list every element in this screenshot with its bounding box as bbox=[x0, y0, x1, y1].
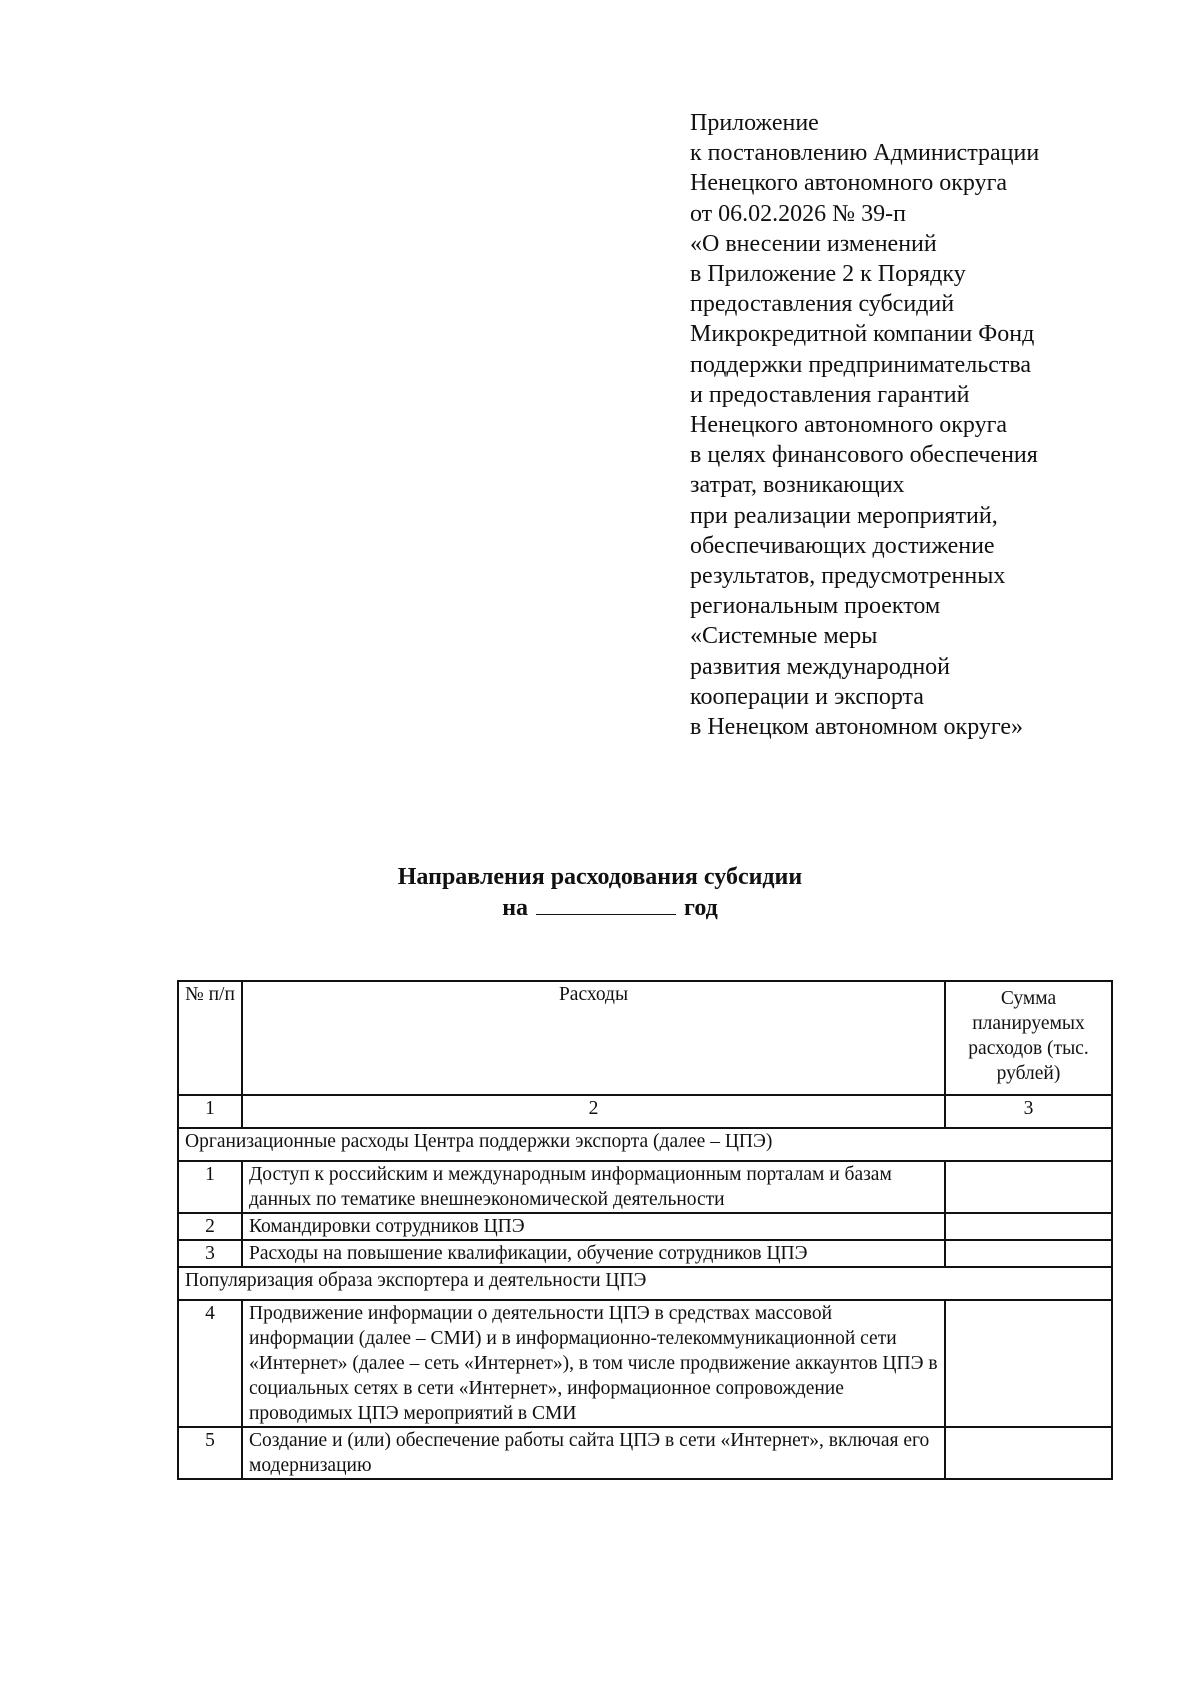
appendix-line: кооперации и экспорта bbox=[690, 683, 924, 710]
appendix-line: предоставления субсидий bbox=[690, 291, 955, 318]
appendix-line: в Ненецком автономном округе» bbox=[690, 714, 1024, 741]
appendix-line: при реализации мероприятий, bbox=[690, 502, 998, 529]
row-num: 5 bbox=[178, 1427, 242, 1479]
row-num: 4 bbox=[178, 1300, 242, 1427]
appendix-line: в Приложение 2 к Порядку bbox=[690, 261, 966, 288]
appendix-line: к постановлению Администрации bbox=[690, 140, 1040, 167]
appendix-line: Ненецкого автономного округа bbox=[690, 170, 1008, 197]
table-row bbox=[178, 1213, 1112, 1240]
document-title bbox=[0, 862, 1200, 923]
row-sum bbox=[945, 1300, 1112, 1427]
row-text: Командировки сотрудников ЦПЭ bbox=[242, 1213, 945, 1240]
table-row bbox=[178, 1300, 1112, 1427]
column-number: 1 bbox=[178, 1095, 242, 1128]
row-num: 3 bbox=[178, 1240, 242, 1267]
row-sum bbox=[945, 1213, 1112, 1240]
row-num: 1 bbox=[178, 1161, 242, 1213]
section-row bbox=[178, 1128, 1112, 1161]
appendix-line: поддержки предпринимательства bbox=[690, 351, 1032, 378]
table-row bbox=[178, 1427, 1112, 1479]
year-line bbox=[502, 892, 718, 923]
row-sum bbox=[945, 1240, 1112, 1267]
header-num: № п/п bbox=[178, 981, 242, 1095]
year-blank-field bbox=[536, 892, 676, 915]
row-sum bbox=[945, 1427, 1112, 1479]
appendix-line: «О внесении изменений bbox=[690, 230, 937, 257]
appendix-header bbox=[690, 108, 1110, 742]
appendix-line: развития международной bbox=[690, 653, 951, 680]
row-text: Создание и (или) обеспечение работы сайта ЦПЭ в сети «Интернет», включая его модернизацию bbox=[242, 1427, 945, 1479]
appendix-line: от 06.02.2026 № 39-п bbox=[690, 200, 906, 227]
appendix-line: Микрокредитной компании Фонд bbox=[690, 321, 1035, 348]
section-title: Организационные расходы Центра поддержки экспорта (далее – ЦПЭ) bbox=[178, 1128, 1112, 1161]
appendix-line: и предоставления гарантий bbox=[690, 381, 970, 408]
column-number: 2 bbox=[242, 1095, 945, 1128]
row-text: Продвижение информации о деятельности ЦПЭ в средствах массовой информации (далее – СМИ) и в информационно-телекоммуникационной сети «Интернет» (далее – сеть «Интернет»), в том числе продвижение аккаунтов ЦПЭ в социальных сетях в сети «Интернет», информационное сопровождение проводимых ЦПЭ мероприятий в СМИ bbox=[242, 1300, 945, 1427]
row-num: 2 bbox=[178, 1213, 242, 1240]
year-suffix: год bbox=[684, 895, 718, 921]
appendix-line: региональным проектом bbox=[690, 593, 941, 620]
row-sum bbox=[945, 1161, 1112, 1213]
appendix-line: обеспечивающих достижение bbox=[690, 532, 995, 559]
row-text: Расходы на повышение квалификации, обучение сотрудников ЦПЭ bbox=[242, 1240, 945, 1267]
title-line: Направления расходования субсидии bbox=[397, 864, 803, 890]
table-row bbox=[178, 1161, 1112, 1213]
table-row bbox=[178, 1240, 1112, 1267]
section-title: Популяризация образа экспортера и деятельности ЦПЭ bbox=[178, 1267, 1112, 1300]
year-prefix: на bbox=[502, 895, 529, 921]
section-row bbox=[178, 1267, 1112, 1300]
column-number-row bbox=[178, 1095, 1112, 1128]
appendix-line: результатов, предусмотренных bbox=[690, 563, 1006, 590]
appendix-line: Ненецкого автономного округа bbox=[690, 412, 1008, 439]
expenses-table bbox=[177, 980, 1113, 1480]
column-number: 3 bbox=[945, 1095, 1112, 1128]
appendix-line: в целях финансового обеспечения bbox=[690, 442, 1038, 469]
header-sum: Сумма планируемых расходов (тыс. рублей) bbox=[945, 981, 1112, 1095]
row-text: Доступ к российским и международным информационным порталам и базам данных по тематике внешнеэкономической деятельности bbox=[242, 1161, 945, 1213]
header-expenses: Расходы bbox=[242, 981, 945, 1095]
appendix-line: Приложение bbox=[690, 110, 819, 136]
appendix-line: «Системные меры bbox=[690, 623, 878, 650]
table-header-row bbox=[178, 981, 1112, 1095]
appendix-line: затрат, возникающих bbox=[690, 472, 905, 499]
